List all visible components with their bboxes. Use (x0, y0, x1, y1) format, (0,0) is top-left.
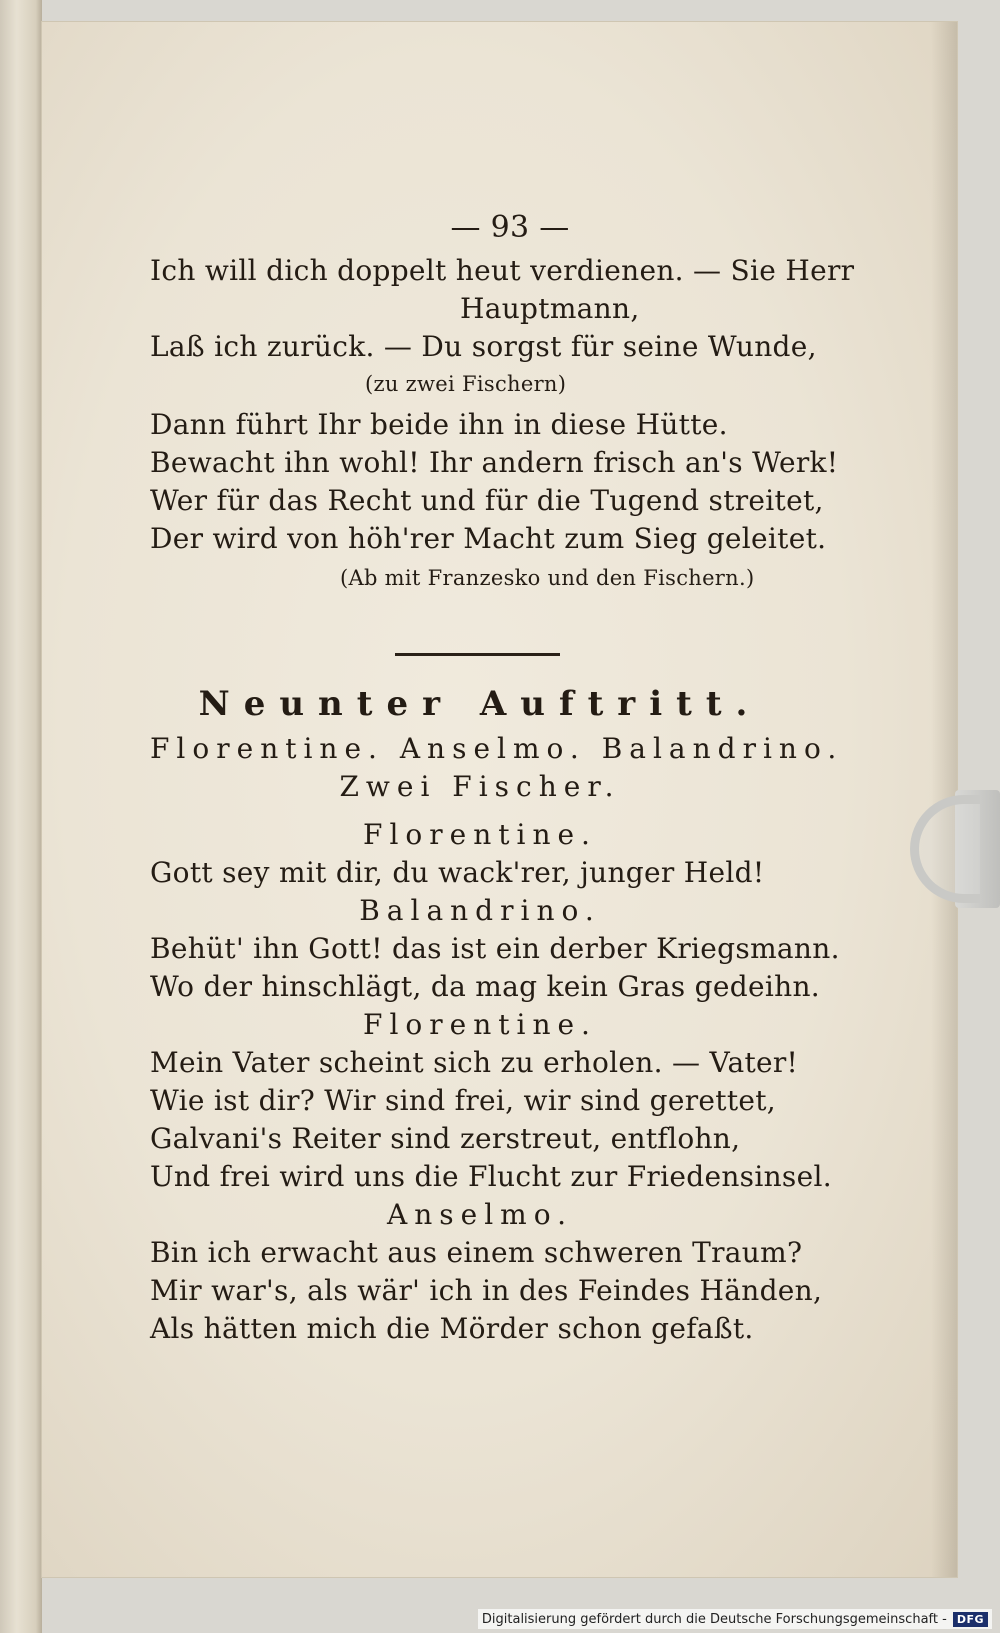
verse-line: Laß ich zurück. — Du sorgst für seine Wunde, (150, 330, 817, 363)
digitization-credit (478, 1609, 992, 1629)
verse-line: Dann führt Ihr beide ihn in diese Hütte. (150, 408, 728, 441)
speaker-name: Anselmo. (387, 1198, 573, 1231)
verse-line: Als hätten mich die Mörder schon gefaßt. (150, 1312, 754, 1345)
verse-line: Behüt' ihn Gott! das ist ein derber Kriegsmann. (150, 932, 840, 965)
cast-list: Zwei Fischer. (339, 770, 621, 803)
verse-line: Galvani's Reiter sind zerstreut, entflohn, (150, 1122, 741, 1155)
verse-line: Der wird von höh'rer Macht zum Sieg geleitet. (150, 522, 827, 555)
verse-line: Mir war's, als wär' ich in des Feindes Händen, (150, 1274, 823, 1307)
verse-line: Wer für das Recht und für die Tugend streitet, (150, 484, 824, 517)
verse-line: Und frei wird uns die Flucht zur Friedensinsel. (150, 1160, 832, 1193)
speaker-name: Florentine. (363, 818, 597, 851)
stage-direction: (Ab mit Franzesko und den Fischern.) (340, 566, 755, 590)
stage-direction: (zu zwei Fischern) (365, 372, 567, 396)
credit-text: Digitalisierung gefördert durch die Deutsche Forschungsgemeinschaft - (481, 1611, 947, 1627)
verse-line: Gott sey mit dir, du wack'rer, junger Held! (150, 856, 765, 889)
book-spine-edge (0, 0, 42, 1633)
verse-line: Hauptmann, (460, 292, 640, 325)
verse-line: Bin ich erwacht aus einem schweren Traum? (150, 1236, 803, 1269)
page-number: — 93 — (450, 210, 570, 245)
verse-line: Mein Vater scheint sich zu erholen. — Vater! (150, 1046, 799, 1079)
speaker-name: Florentine. (363, 1008, 597, 1041)
verse-line: Bewacht ihn wohl! Ihr andern frisch an's Werk! (150, 446, 839, 479)
verse-line: Wo der hinschlägt, da mag kein Gras gedeihn. (150, 970, 820, 1003)
section-divider (395, 653, 560, 656)
speaker-name: Balandrino. (359, 894, 601, 927)
scene-title: Neunter Auftritt. (198, 684, 762, 724)
dfg-logo-icon: DFG (953, 1612, 988, 1627)
cast-list: Florentine. Anselmo. Balandrino. (150, 732, 844, 765)
verse-line: Ich will dich doppelt heut verdienen. — Sie Herr (150, 254, 855, 287)
verse-line: Wie ist dir? Wir sind frei, wir sind gerettet, (150, 1084, 777, 1117)
